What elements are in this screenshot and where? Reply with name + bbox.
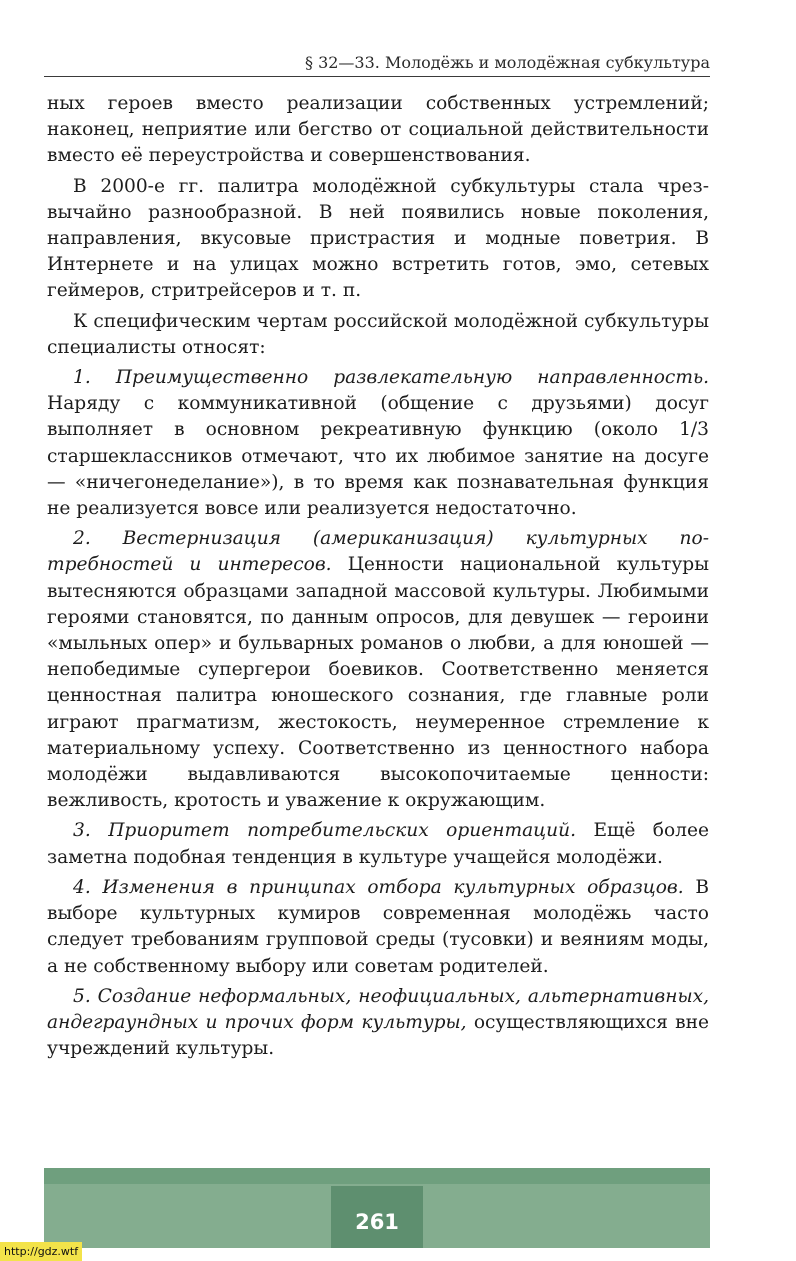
feature-item-1 bbox=[47, 365, 709, 522]
page-body bbox=[47, 91, 709, 1066]
feature-text: Ещё более заметна подобная тенденция в культуре учащейся молодёжи. bbox=[47, 820, 709, 868]
feature-item-3 bbox=[47, 818, 709, 870]
paragraph-2000s bbox=[47, 174, 709, 305]
feature-term: 3. Приоритет потребительских ориентаций. bbox=[73, 820, 577, 842]
feature-item-2 bbox=[47, 526, 709, 814]
paragraph-text: В 2000-е гг. палитра молодёжной субкультуры стала чрезвычайно разнообразной. В ней появились новые поколения, направления, вкусовые пристрастия и модные поветрия. В Интернете и на улицах можно встретить готов, эмо, сетевых геймеров, стритрейсеров и т. п. bbox=[47, 175, 709, 302]
running-header bbox=[44, 52, 710, 77]
footer-band-stripe bbox=[44, 1168, 710, 1184]
feature-text: Ценности национальной культуры вытесняются образцами западной массовой культуры. Любимыми героями становятся, по данным опросов, для девушек — героини «мыльных опер» и бульварных романов о любви, а для юношей — непобедимые супергерои боевиков. Соответственно меняется ценностная палитра юношеского сознания, где главные роли играют прагматизм, жестокость, неумеренное стремление к материальному успеху. Соответственно из ценностного набора молодёжи выдавливаются высокопочитаемые ценности: вежливость, кротость и уважение к окружающим. bbox=[47, 554, 709, 812]
feature-text: В выборе культурных кумиров современная молодёжь часто следует требованиям групповой среды (тусовки) и веяниям моды, а не собственному выбору или советам родителей. bbox=[47, 876, 709, 977]
feature-term: 5. Создание неформальных, неофициальных, альтернативных, андеграундных и прочих форм культуры, bbox=[47, 985, 709, 1033]
feature-text: Наряду с коммуникативной (общение с друзьями) досуг выполняет в основном рекреативную функцию (около 1/3 старшеклассников отмечают, что их любимое занятие на досуге — «ничегонеделание»), в то время как познавательная функция не реализуется вовсе или реализуется недостаточно. bbox=[47, 393, 709, 520]
paragraph-text: ных героев вместо реализации собственных устремлений; наконец, неприятие или бегство от социальной действительности вместо её переустройства и совершенствования. bbox=[47, 93, 709, 167]
feature-term: 4. Изменения в принципах отбора культурных образцов. bbox=[73, 876, 684, 898]
section-title: § 32—33. Молодёжь и молодёжная субкультура bbox=[304, 53, 710, 72]
page-number-label: 261 bbox=[355, 1210, 399, 1234]
paragraph-continuation bbox=[47, 91, 709, 170]
feature-item-4 bbox=[47, 875, 709, 980]
feature-text: осуществляющихся вне учреждений культуры. bbox=[47, 1011, 709, 1060]
source-link[interactable] bbox=[0, 1242, 82, 1261]
paragraph-text: К специфическим чертам российской молодёжной субкультуры специалисты относят: bbox=[47, 310, 709, 358]
feature-item-5 bbox=[47, 984, 709, 1063]
page-number bbox=[331, 1186, 423, 1248]
feature-term: 2. Вестернизация (американизация) культурных потребностей и интересов. bbox=[47, 528, 709, 576]
feature-term: 1. Преимущественно развлекательную направленность. bbox=[73, 367, 709, 389]
paragraph-features-intro bbox=[47, 309, 709, 361]
source-link-label[interactable]: http://gdz.wtf bbox=[4, 1245, 79, 1258]
